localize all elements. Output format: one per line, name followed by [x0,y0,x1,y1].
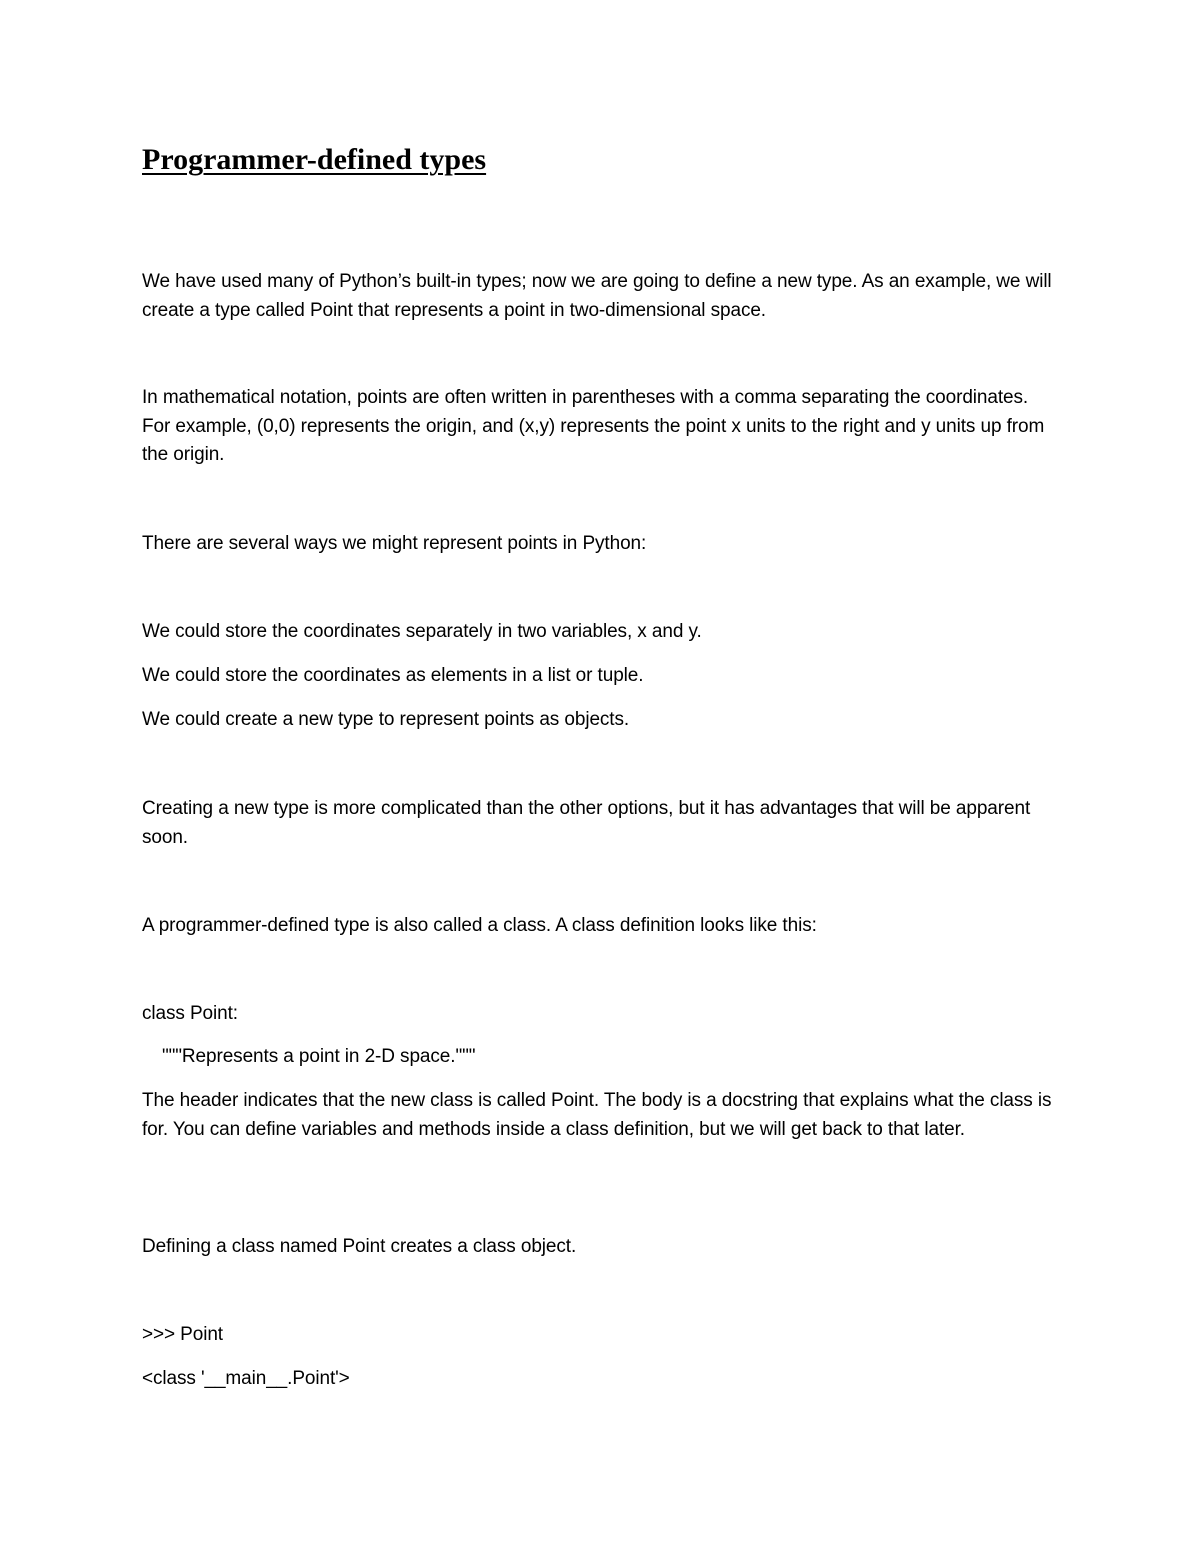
code-repl-input: >>> Point [142,1324,223,1345]
paragraph-ways-intro: There are several ways we might represent points in Python: [142,533,647,554]
paragraph-defining: Defining a class named Point creates a class object. [142,1236,577,1257]
paragraph-intro: We have used many of Python’s built-in types; now we are going to define a new type. As an example, we will create a type called Point that represents a point in two-dimensional space. [142,271,1052,321]
paragraph-complicated: Creating a new type is more complicated than the other options, but it has advantages that will be apparent soon. [142,798,1031,848]
code-repl-output: <class '__main__.Point'> [142,1368,350,1389]
page-title: Programmer-defined types [142,143,487,176]
list-item-way-2: We could store the coordinates as elements in a list or tuple. [142,665,644,686]
paragraph-header-explain: The header indicates that the new class is called Point. The body is a docstring that explains what the class is for. You can define variables and methods inside a class definition, but we will get back to that later. [142,1090,1052,1140]
code-docstring-line: """Represents a point in 2-D space.""" [162,1046,476,1067]
list-item-way-1: We could store the coordinates separately in two variables, x and y. [142,621,702,642]
paragraph-notation: In mathematical notation, points are often written in parentheses with a comma separating the coordinates. For example, (0,0) represents the origin, and (x,y) represents the point x units to the right and y units up from the origin. [142,387,1045,465]
code-class-line: class Point: [142,1003,238,1024]
paragraph-class-intro: A programmer-defined type is also called a class. A class definition looks like this: [142,915,817,936]
list-item-way-3: We could create a new type to represent points as objects. [142,709,630,730]
